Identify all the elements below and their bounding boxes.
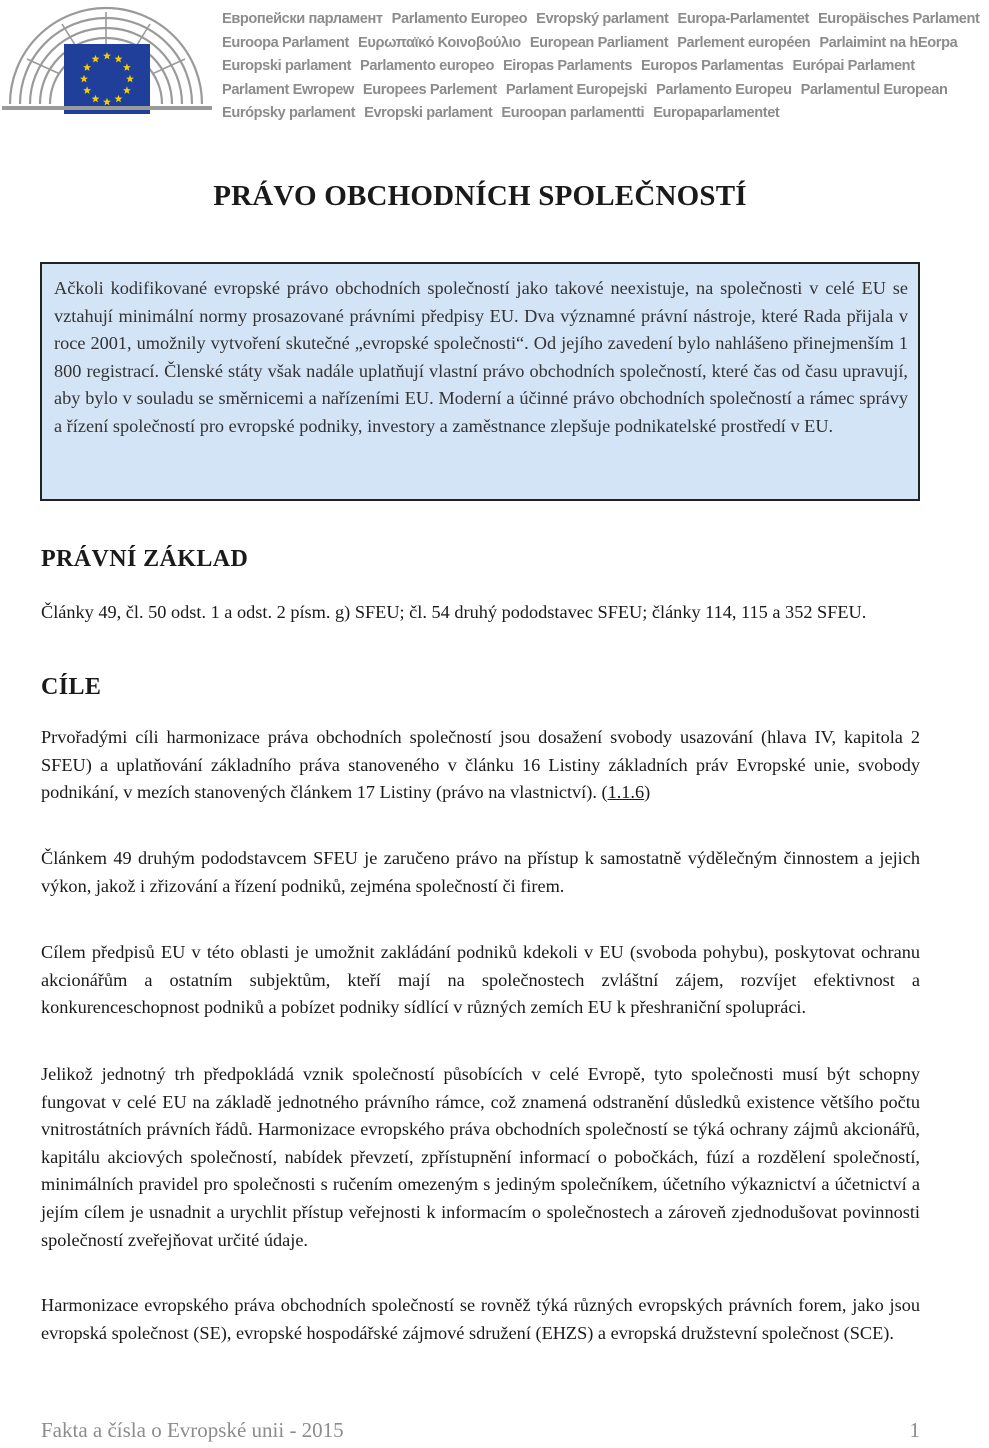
parliament-name: Европейски парламент — [222, 11, 383, 27]
parliament-name: Parlament Europejski — [505, 81, 648, 98]
objectives-paragraph-5: Harmonizace evropského práva obchodních společností se rovněž týká různých evropských právních forem, jako jsou evropská společnost (SE), evropské hospodářské zájmové sdružení (EHZS) a evropská družstevní společnost (SCE). — [41, 1295, 920, 1343]
parliament-names-row — [222, 102, 957, 126]
objectives-paragraph-2: Článkem 49 druhým pododstavcem SFEU je zaručeno právo na přístup k samostatně výdělečným činnostem a jejich výkon, jakož i zřizování a řízení podniků, zejména společností či firem. — [41, 848, 920, 896]
european-parliament-logo — [2, 4, 212, 122]
legal-basis-heading: PRÁVNÍ ZÁKLAD — [41, 546, 249, 572]
parliament-name: Europaparlamentet — [653, 105, 780, 121]
objectives-paragraph-1-close: ) — [644, 782, 651, 803]
parliament-name: Parlaimint na hEorpa — [819, 34, 958, 51]
page-title: PRÁVO OBCHODNÍCH SPOLEČNOSTÍ — [213, 180, 747, 212]
parliament-name: Euroopa Parlament — [222, 34, 350, 51]
parliament-name: Parlamento Europeo — [391, 11, 528, 27]
parliament-names-row — [222, 79, 957, 103]
legal-basis-text: Články 49, čl. 50 odst. 1 a odst. 2 písm. g) SFEU; čl. 54 druhý pododstavec SFEU; články 114, 115 a 352 SFEU. — [41, 602, 867, 622]
summary-box: Ačkoli kodifikované evropské právo obchodních společností jako takové neexistuje, na společnosti v celé EU se vztahují minimální normy prosazované právními předpisy EU. Dva významné právní nástroje, které Rada přijala v roce 2001, umožnily vytvoření skutečné „evropské společnosti“. Od jejího zavedení bylo nahlášeno přinejmenším 1 800 registrací. Členské státy však nadále uplatňují vlastní právo obchodních společností, které čas od času upravují, aby bylo v souladu se směrnicemi a nařízeními EU. Moderní a účinné právo obchodních společností a rámec správy a řízení společností pro evropské podniky, investory a zaměstnance zlepšuje podnikatelské prostředí v EU. — [40, 262, 920, 501]
parliament-name: Evropský parlament — [536, 11, 669, 27]
parliament-name: Parlement européen — [677, 34, 811, 51]
parliament-name: Europäisches Parlament — [817, 11, 980, 27]
objectives-paragraph-3: Cílem předpisů EU v této oblasti je umožnit zakládání podniků kdekoli v EU (svoboda pohybu), poskytovat ochranu akcionářům a ostatním subjektům, kteří mají na společnostech zvláštní zájem, rozvíjet efektivnost a konkurenceschopnost podniků a pobízet podniky sídlící v různých zemích EU k přeshraniční spolupráci. — [41, 942, 920, 1018]
parliament-name: Parlament Ewropew — [222, 81, 354, 98]
parliament-name: Európai Parlament — [792, 58, 915, 74]
parliament-name: European Parliament — [529, 34, 669, 51]
page-header — [0, 0, 980, 132]
parliament-name: Evropski parlament — [364, 105, 493, 121]
parliament-name: Parlamentul European — [800, 81, 948, 98]
parliament-name: Ευρωπαϊκό Κοινοβούλιο — [358, 34, 521, 51]
parliament-name: Eiropas Parlaments — [502, 58, 633, 74]
page-number: 1 — [909, 1418, 920, 1442]
parliament-name: Europees Parlement — [362, 81, 497, 98]
parliament-names-row — [222, 32, 957, 56]
parliament-names-row — [222, 55, 957, 79]
objectives-paragraph-1 — [41, 724, 920, 807]
objectives-heading: CÍLE — [41, 674, 102, 700]
parliament-name: Euroopan parlamentti — [501, 105, 645, 121]
footer-source: Fakta a čísla o Evropské unii - 2015 — [41, 1418, 344, 1442]
objectives-paragraph-1-text: Prvořadými cíli harmonizace práva obchodních společností jsou dosažení svobody usazování (hlava IV, kapitola 2 SFEU) a uplatňování základního práva stanoveného v článku 16 Listiny základních práv Evropské unie, svobody podnikání, v mezích stanovených článkem 17 Listiny (právo na vlastnictví). ( — [41, 727, 920, 803]
parliament-name: Parlamento europeo — [360, 58, 494, 74]
parliament-name: Europski parlament — [222, 58, 352, 74]
parliament-name: Europa-Parlamentet — [677, 11, 809, 27]
page-footer — [41, 1418, 920, 1443]
reference-link[interactable]: 1.1.6 — [607, 782, 645, 803]
parliament-name: Europos Parlamentas — [641, 58, 784, 74]
parliament-names — [222, 8, 980, 126]
objectives-paragraph-4: Jelikož jednotný trh předpokládá vznik společností působících v celé Evropě, tyto společnosti musí být schopny fungovat v celé EU na základě jednotného právního rámce, což znamená odstranění důsledků existence většího počtu vnitrostátních právních řádů. Harmonizace evropského práva obchodních společností se týká ochrany zájmů akcionářů, kapitálu akciových společností, nabídek převzetí, zpřístupnění informací o pobočkách, fúzí a rozdělení společností, minimálních pravidel pro společnosti s ručením omezeným s jediným společníkem, účetního výkaznictví a účetnictví a jejím cílem je usnadnit a urychlit přístup veřejnosti k informacím o společnostech a zároveň zjednodušovat povinnosti společností zveřejňovat určité údaje. — [41, 1064, 920, 1250]
parliament-name: Európsky parlament — [222, 105, 356, 121]
parliament-names-row — [222, 8, 980, 32]
parliament-name: Parlamento Europeu — [656, 81, 792, 98]
